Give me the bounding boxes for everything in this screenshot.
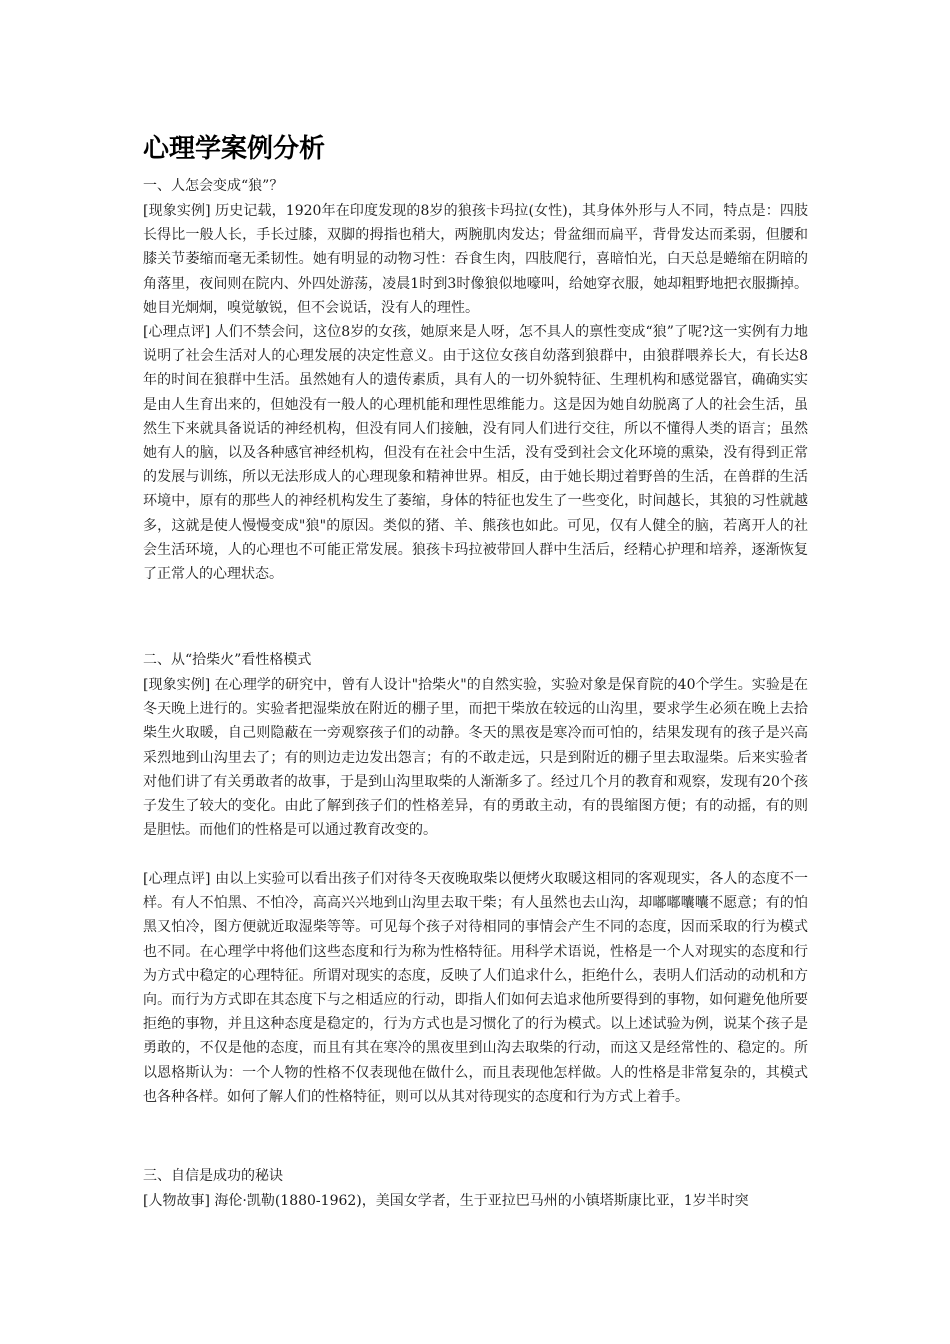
paragraph-wolf-child-case [143,199,808,320]
paragraph-body: 历史记载，1920年在印度发现的8岁的狼孩卡玛拉(女性)，其身体外形与人不同，特点是：四肢长得比一般人长，手长过膝，双脚的拇指也稍大，两腕肌肉发达；骨盆细而扁平，背骨发达而柔弱，但腰和膝关节萎缩而毫无柔韧性。她有明显的动物习性：吞食生肉，四肢爬行，喜暗怕光，白天总是蜷缩在阴暗的角落里，夜间则在院内、外四处游荡，凌晨1时到3时像狼似地嚎叫，给她穿衣服，她却粗野地把衣服撕掉。她目光炯炯，嗅觉敏锐，但不会说话，没有人的理性。 [143,203,808,316]
paragraph-helen-keller-story [143,1189,808,1213]
document-title: 心理学案例分析 [143,134,326,164]
paragraph-body: 由以上实验可以看出孩子们对待冬天夜晚取柴以便烤火取暖这相同的客观现实，各人的态度不一样。有人不怕黑、不怕冷，高高兴兴地到山沟里去取干柴；有人虽然也去山沟，却嘟嘟囔囔不愿意；有的怕黑又怕冷，图方便就近取湿柴等等。可见每个孩子对待相同的事情会产生不同的态度，因而采取的行为模式也不同。在心理学中将他们这些态度和行为称为性格特征。用科学术语说，性格是一个人对现实的态度和行为方式中稳定的心理特征。所谓对现实的态度，反映了人们追求什么，拒绝什么，表明人们活动的动机和方向。而行为方式即在其态度下与之相适应的行动，即指人们如何去追求他所要得到的事物，如何避免他所要拒绝的事物，并且这种态度是稳定的，行为方式也是习惯化了的行为模式。以上述试验为例，说某个孩子是勇敢的，不仅是他的态度，而且有其在寒冷的黑夜里到山沟去取柴的行动，而这又是经常性的、稳定的。所以恩格斯认为：一个人物的性格不仅表现他在做什么，而且表现他怎样做。人的性格是非常复杂的，其模式也各种各样。如何了解人们的性格特征，则可以从其对待现实的态度和行为方式上着手。 [143,871,808,1105]
paragraph-tag: [现象实例] [143,203,211,219]
paragraph-tag: [人物故事] [143,1193,210,1209]
paragraph-tag: [心理点评] [143,324,211,340]
paragraph-body: 在心理学的研究中，曾有人设计"拾柴火"的自然实验，实验对象是保育院的40个学生。实验是在冬天晚上进行的。实验者把湿柴放在附近的棚子里，而把干柴放在较远的山沟里，要求学生必须在晚上去拾柴生火取暖，自己则隐蔽在一旁观察孩子们的动静。冬天的黑夜是寒冷而可怕的，结果发现有的孩子是兴高采烈地到山沟里去了；有的则边走边发出怨言；有的不敢走远，只是到附近的棚子里去取湿柴。后来实验者对他们讲了有关勇敢者的故事，于是到山沟里取柴的人渐渐多了。经过几个月的教育和观察，发现有20个孩子发生了较大的变化。由此了解到孩子们的性格差异，有的勇敢主动，有的畏缩图方便；有的动摇，有的则是胆怯。而他们的性格是可以通过教育改变的。 [143,677,808,839]
paragraph-body: 人们不禁会问，这位8岁的女孩，她原来是人呀，怎不具人的禀性变成“狼”了呢?这一实例有力地说明了社会生活对人的心理发展的决定性意义。由于这位女孩自幼落到狼群中，由狼群喂养长大，有长达8年的时间在狼群中生活。虽然她有人的遗传素质，具有人的一切外貌特征、生理机构和感觉器官，确确实实是由人生育出来的，但她没有一般人的心理机能和理性思维能力。这是因为她自幼脱离了人的社会生活，虽然生下来就具备说话的神经机构，但没有同人们接触，没有同人们进行交往，所以不懂得人类的语言；虽然她有人的脑，以及各种感官神经机构，但没有在社会中生活，没有受到社会文化环境的熏染，没有得到正常的发展与训练，所以无法形成人的心理现象和精神世界。相反，由于她长期过着野兽的生活，在兽群的生活环境中，原有的那些人的神经机构发生了萎缩，身体的特征也发生了一些变化，时间越长，其狼的习性就越多，这就是使人慢慢变成"狼"的原因。类似的猪、羊、熊孩也如此。可见，仅有人健全的脑，若离开人的社会生活环境，人的心理也不可能正常发展。狼孩卡玛拉被带回人群中生活后，经精心护理和培养，逐渐恢复了正常人的心理状态。 [143,324,808,583]
paragraph-firewood-case [143,673,808,842]
section-heading-2: 二、从“拾柴火”看性格模式 [143,652,312,668]
paragraph-wolf-child-commentary [143,320,808,586]
paragraph-tag: [心理点评] [143,871,211,887]
section-heading-3: 三、自信是成功的秘诀 [143,1168,283,1184]
paragraph-tag: [现象实例] [143,677,211,693]
section-heading-1: 一、人怎会变成“狼”？ [143,178,284,194]
paragraph-body: 海伦·凯勒(1880-1962)，美国女学者，生于亚拉巴马州的小镇塔斯康比亚，1岁半时突 [209,1193,749,1209]
paragraph-firewood-commentary [143,867,808,1109]
